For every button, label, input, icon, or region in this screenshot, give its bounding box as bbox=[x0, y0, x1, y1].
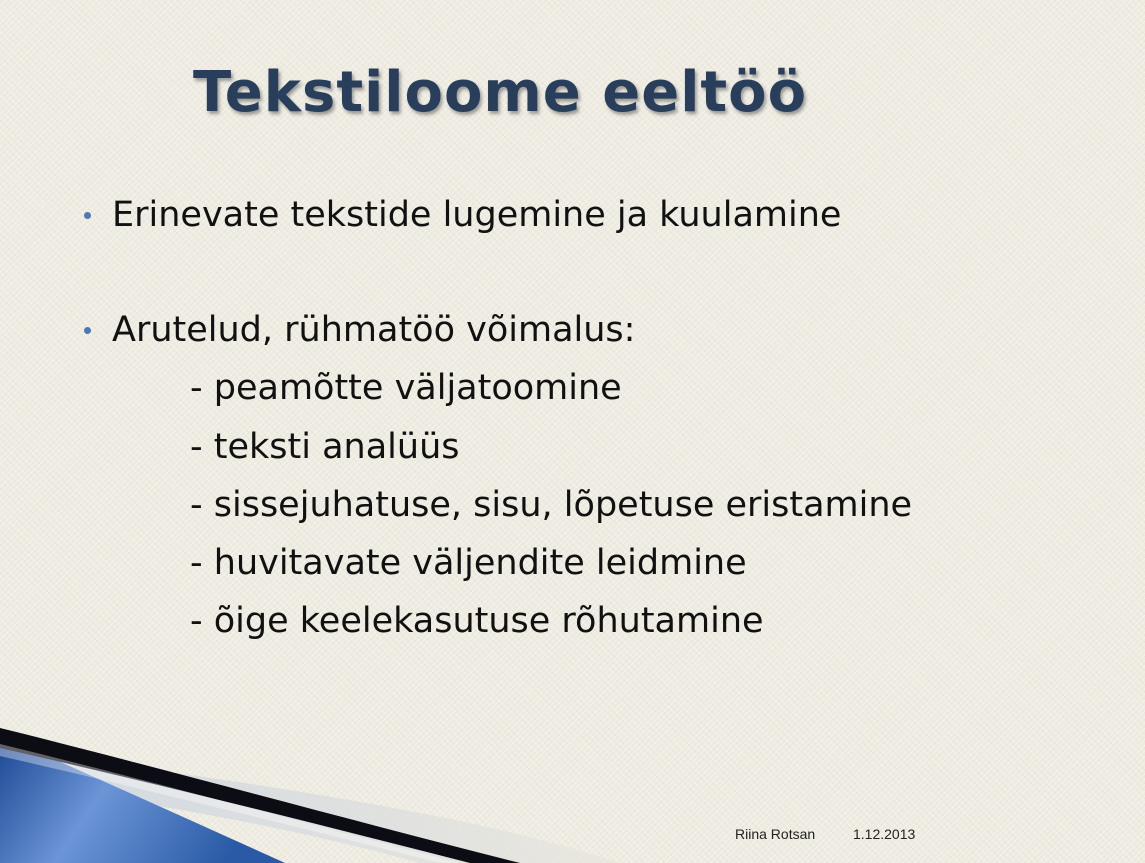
slide-title: Tekstiloome eeltöö bbox=[193, 60, 808, 125]
bullet-icon bbox=[84, 212, 91, 219]
bullet-item: Arutelud, rühmatöö võimalus: bbox=[112, 310, 636, 350]
sub-item: - huvitavate väljendite leidmine bbox=[190, 543, 747, 583]
sub-item: - teksti analüüs bbox=[190, 427, 460, 467]
bullet-icon bbox=[84, 327, 91, 334]
footer-date: 1.12.2013 bbox=[853, 826, 916, 842]
sub-item: - peamõtte väljatoomine bbox=[190, 368, 622, 408]
bullet-item: Erinevate tekstide lugemine ja kuulamine bbox=[112, 195, 842, 235]
sub-item: - õige keelekasutuse rõhutamine bbox=[190, 601, 764, 641]
footer-author: Riina Rotsan bbox=[735, 826, 816, 842]
sub-item: - sissejuhatuse, sisu, lõpetuse eristamine bbox=[190, 485, 913, 525]
